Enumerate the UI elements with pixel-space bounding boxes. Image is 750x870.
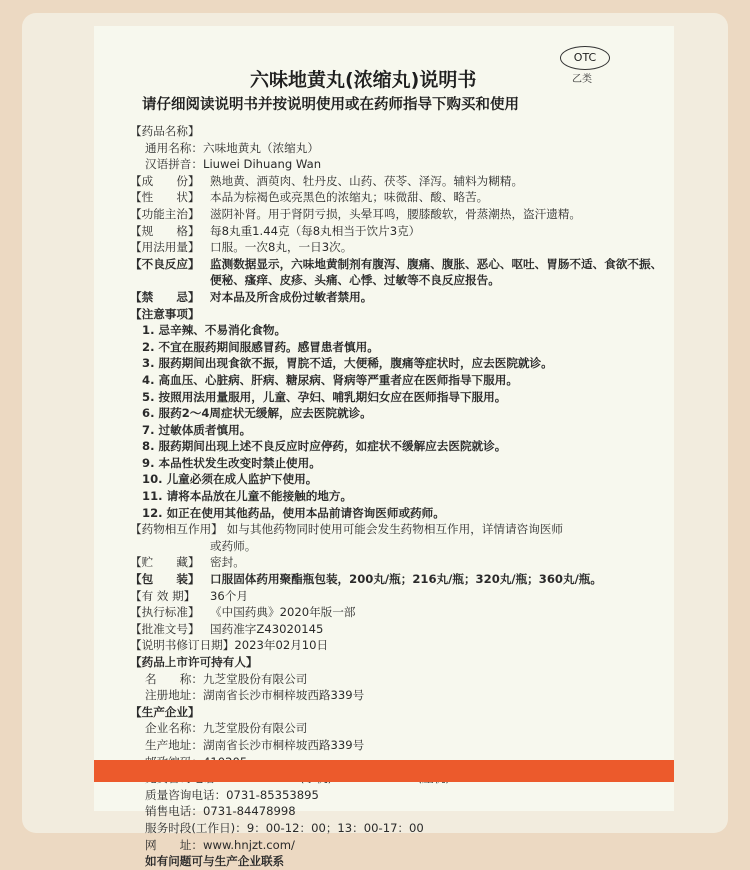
precautions-header: 【注意事项】 <box>130 306 200 321</box>
interactions-value: 如与其他药物同时使用可能会发生药物相互作用，详情请咨询医师 <box>226 522 563 537</box>
usage-row <box>130 239 665 256</box>
service-hours-value: 9：00-12：00；13：00-17：00 <box>246 820 424 835</box>
mah-address-label: 注册地址： <box>145 688 203 703</box>
otc-class-label: 乙类 <box>572 74 592 85</box>
storage-row <box>130 554 665 571</box>
contraindication-row <box>130 289 665 306</box>
adverse-row <box>130 256 665 289</box>
precaution-item: 6. 服药2～4周症状无缓解，应去医院就诊。 <box>142 406 372 421</box>
storage-value: 密封。 <box>210 555 245 570</box>
leaflet-subtitle: 请仔细阅读说明书并按说明使用或在药师指导下购买和使用 <box>142 97 519 113</box>
packaging-row <box>130 571 665 588</box>
usage-label: 【用法用量】 <box>130 240 200 255</box>
mah-name-row <box>130 671 665 688</box>
mah-name-value: 九芝堂股份有限公司 <box>202 671 308 686</box>
storage-label: 【贮 藏】 <box>130 555 200 570</box>
spec-value: 每8丸重1.44克（每8丸相当于饮片3克） <box>210 223 421 238</box>
quality-hotline-row <box>130 787 665 804</box>
pinyin-row <box>130 156 665 173</box>
mah-header: 【药品上市许可持有人】 <box>130 655 258 669</box>
standard-label: 【执行标准】 <box>130 605 200 620</box>
ingredients-row <box>130 173 665 190</box>
precaution-item: 8. 服药期间出现上述不良反应时应停药，如症状不缓解应去医院就诊。 <box>142 439 507 454</box>
spec-row <box>130 223 665 240</box>
approval-row <box>130 621 665 638</box>
manufacturer-name-row <box>130 720 665 737</box>
manufacturer-name-value: 九芝堂股份有限公司 <box>202 721 308 736</box>
service-hours-row <box>130 820 665 837</box>
manufacturer-address-value: 湖南省长沙市桐梓坡西路339号 <box>202 737 365 752</box>
precaution-item: 9. 本品性状发生改变时禁止使用。 <box>142 455 321 470</box>
packaging-value: 口服固体药用聚酯瓶包装，200丸/瓶；216丸/瓶；320丸/瓶；360丸/瓶。 <box>210 572 602 587</box>
approval-value: 国药准字Z43020145 <box>210 621 324 636</box>
revised-value: 2023年02月10日 <box>234 638 329 653</box>
mah-address-row <box>130 687 665 704</box>
manufacturer-name-label: 企业名称： <box>145 721 203 736</box>
precaution-item: 4. 高血压、心脏病、肝病、糖尿病、肾病等严重者应在医师指导下服用。 <box>142 372 518 387</box>
precaution-item: 2. 不宜在服药期间服感冒药。感冒患者慎用。 <box>142 339 379 354</box>
leaflet-body <box>130 123 665 870</box>
drug-name-header: 【药品名称】 <box>130 124 200 138</box>
precaution-item: 5. 按照用法用量服用，儿童、孕妇、哺乳期妇女应在医师指导下服用。 <box>142 389 507 404</box>
ingredients-label: 【成 份】 <box>130 173 200 188</box>
website-value: www.hnjzt.com/ <box>202 837 295 852</box>
manufacturer-address-row <box>130 737 665 754</box>
packaging-label: 【包 装】 <box>130 572 200 587</box>
properties-label: 【性 状】 <box>130 190 200 205</box>
adverse-label: 【不良反应】 <box>130 256 200 271</box>
properties-value: 本品为棕褐色或亮黑色的浓缩丸；味微甜、酸、略苦。 <box>210 190 489 205</box>
footer-note: 如有问题可与生产企业联系 <box>145 854 285 869</box>
revised-row <box>130 637 665 654</box>
manufacturer-address-label: 生产地址： <box>145 737 203 752</box>
standard-row <box>130 604 665 621</box>
common-name-label: 通用名称： <box>145 140 203 155</box>
usage-value: 口服。一次8丸，一日3次。 <box>210 240 353 255</box>
manufacturer-header: 【生产企业】 <box>130 704 200 719</box>
pinyin-label: 汉语拼音： <box>145 157 203 172</box>
validity-value: 36个月 <box>210 588 248 603</box>
common-name-value: 六味地黄丸（浓缩丸） <box>202 140 319 155</box>
contraindication-value: 对本品及所含成份过敏者禁用。 <box>210 289 373 304</box>
spec-label: 【规 格】 <box>130 223 200 238</box>
interactions-continued: 或药师。 <box>210 538 257 553</box>
website-label: 网 址： <box>145 837 203 852</box>
adverse-value: 监测数据显示，六味地黄制剂有腹泻、腹痛、腹胀、恶心、呕吐、胃肠不适、食欲不振、便秘、瘙痒、皮疹、头痛、心悸、过敏等不良反应报告。 <box>210 256 663 288</box>
precaution-item: 12. 如正在使用其他药品，使用本品前请咨询医师或药师。 <box>142 505 445 520</box>
service-hours-label: 服务时段(工作日)： <box>145 820 247 835</box>
precaution-item: 3. 服药期间出现食欲不振，胃脘不适，大便稀，腹痛等症状时，应去医院就诊。 <box>142 356 553 371</box>
approval-label: 【批准文号】 <box>130 621 200 636</box>
validity-row <box>130 588 665 605</box>
otc-badge: OTC <box>560 46 610 70</box>
validity-label: 【有 效 期】 <box>130 588 196 603</box>
properties-row <box>130 189 665 206</box>
precaution-item: 7. 过敏体质者慎用。 <box>142 422 252 437</box>
function-label: 【功能主治】 <box>130 206 200 221</box>
precaution-item: 1. 忌辛辣、不易消化食物。 <box>142 323 287 338</box>
quality-hotline-label: 质量咨询电话： <box>145 787 227 802</box>
function-row <box>130 206 665 223</box>
standard-value: 《中国药典》2020年版一部 <box>210 605 356 620</box>
ingredients-value: 熟地黄、酒萸肉、牡丹皮、山药、茯苓、泽泻。辅料为糊精。 <box>210 173 524 188</box>
interactions-row <box>130 521 665 538</box>
interactions-label: 【药物相互作用】 <box>130 522 223 537</box>
contraindication-label: 【禁 忌】 <box>130 289 200 304</box>
sales-phone-value: 0731-84478998 <box>202 804 296 819</box>
orange-footer-strip <box>94 760 674 782</box>
precaution-item: 10. 儿童必须在成人监护下使用。 <box>142 472 318 487</box>
mah-address-value: 湖南省长沙市桐梓坡西路339号 <box>202 688 365 703</box>
common-name-row <box>130 140 665 157</box>
function-value: 滋阴补肾。用于肾阴亏损，头晕耳鸣，腰膝酸软，骨蒸潮热，盗汗遗精。 <box>210 206 582 221</box>
sales-phone-row <box>130 803 665 820</box>
sales-phone-label: 销售电话： <box>145 804 203 819</box>
pinyin-value: Liuwei Dihuang Wan <box>202 157 322 172</box>
quality-hotline-value: 0731-85353895 <box>226 787 319 802</box>
leaflet-title: 六味地黄丸(浓缩丸)说明书 <box>250 69 477 91</box>
revised-label: 【说明书修订日期】 <box>130 638 235 653</box>
precaution-item: 11. 请将本品放在儿童不能接触的地方。 <box>142 489 353 504</box>
mah-name-label: 名 称： <box>145 671 203 686</box>
